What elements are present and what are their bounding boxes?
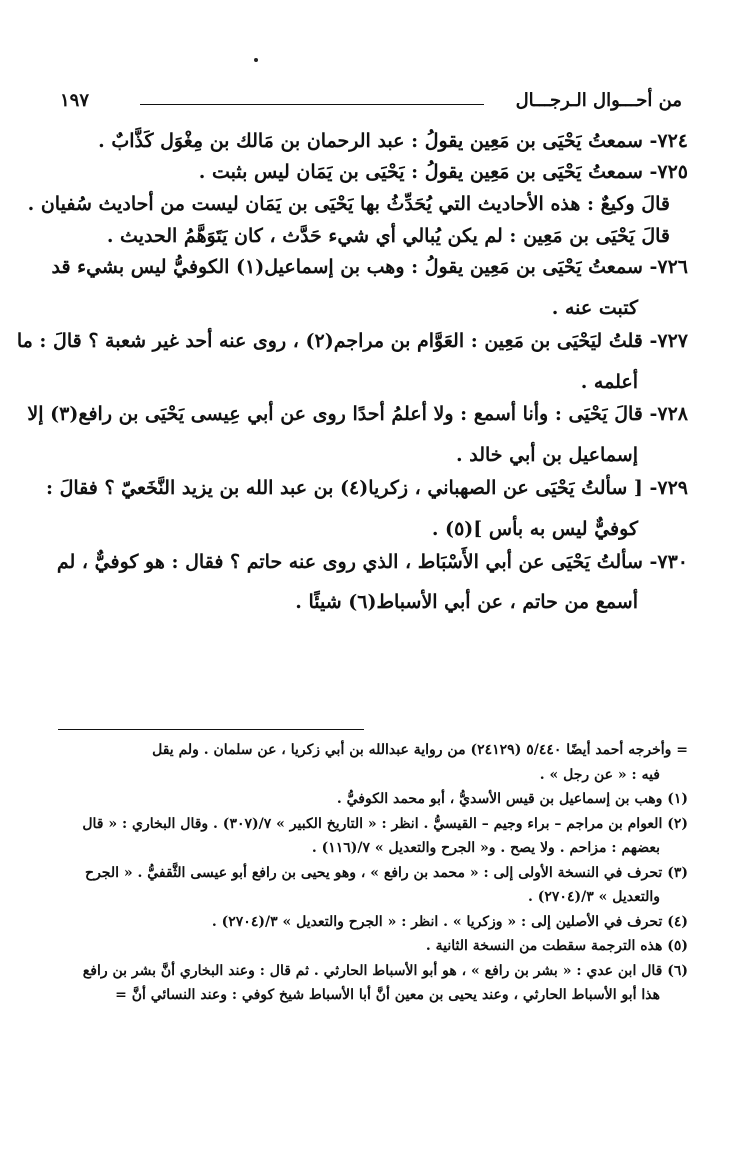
entry-line: ٧٣٠- سألتُ يَحْيَى عن أبي الأَسْبَاط ، الذي روى عنه حاتم ؟ فقال : هو كوفيٌّ ، لم [56,550,688,573]
page-number: ١٩٧ [60,90,90,111]
footnote-line: بعضهم : مزاحم . ولا يصح . و« الجرح والتعديل » ٧/(١١٦) . [311,840,660,856]
entry-line: ٧٢٩- [ سألتُ يَحْيَى عن الصهباني ، زكريا(٤) بن عبد الله بن يزيد النَّخَعيّ ؟ فقالَ : [45,476,688,499]
main-text [16,130,688,614]
footnote-line: (٢) العوام بن مراجم – براء وجيم – القيسيُّ . انظر : « التاريخ الكبير » ٧/(٣٠٧) . وقال البخاري : « قال [82,815,688,832]
entry-line: كوفيٌّ ليس به بأس ](٥) . [431,517,638,540]
entry-line: كتبت عنه . [551,296,638,319]
entry-728 [27,403,688,467]
entry-line: قالَ وكيعٌ : هذه الأحاديث التي يُحَدِّثُ بها يَحْيَى بن يَمَان ليست من أحاديث سُفيان . [27,192,670,215]
entry-line: ٧٢٤- سمعتُ يَحْيَى بن مَعِين يقولُ : عبد الرحمان بن مَالك بن مِغْوَل كَذَّابٌ . [98,130,688,152]
entry-line: ٧٢٦- سمعتُ يَحْيَى بن مَعِين يقولُ : وهب بن إسماعيل(١) الكوفيُّ ليس بشيء قد [51,256,688,279]
entry-line: ٧٢٥- سمعتُ يَحْيَى بن مَعِين يقولُ : يَحْيَى بن يَمَان ليس بثبت . [198,160,688,183]
entry-line: أسمع من حاتم ، عن أبي الأسباط(٦) شيئًا . [295,591,638,614]
entry-725 [58,161,688,184]
entry-725-ibn-maeen [58,225,688,248]
footnote-line: = وأخرجه أحمد أيضًا ٥/٤٤٠ (٢٤١٢٩) من رواية عبدالله بن أبي زكريا ، عن سلمان . ولم يقل [152,742,688,758]
footnote-line: فيه : « عن رجل » . [539,766,660,783]
footnote-separator [58,729,364,730]
entry-725-waki [27,192,688,216]
ink-dot [254,58,258,62]
header-rule [140,104,484,105]
footnote-line: (٣) تحرف في النسخة الأولى إلى : « محمد بن رافع » ، وهو يحيى بن رافع أبو عيسى الثَّقفيُّ . « الجرح [85,864,688,881]
entry-line: إسماعيل بن أبي خالد . [456,444,638,467]
entry-line: قالَ يَحْيَى بن مَعِين : لم يكن يُبالي أي شيء حَدَّث ، كان يَتَوَهَّمُ الحديث . [106,225,670,248]
footnote-line: (٥) هذه الترجمة سقطت من النسخة الثانية . [425,938,688,954]
footnote-line: (٦) قال ابن عدي : « بشر بن رافع » ، هو أبو الأسباط الحارثي . ثم قال : وعند البخاري أنَّ بشر بن رافع [82,962,688,979]
entry-729 [45,476,688,541]
entry-727 [16,329,688,394]
footnote-line: (٤) تحرف في الأصلين إلى : « وزكريا » . انظر : « الجرح والتعديل » ٣/(٢٧٠٤) . [211,913,688,930]
footnote-line: (١) وهب بن إسماعيل بن قيس الأسديُّ ، أبو محمد الكوفيُّ . [336,791,688,807]
footnote-line: هذا أبو الأسباط الحارثي ، وعند يحيى بن معين أنَّ أبا الأسباط شيخ كوفي : وعند النسائي أنَّ = [115,987,660,1003]
entry-724 [58,130,688,153]
running-title: من أحـــوال الـرجـــال [515,90,682,111]
entry-730 [58,551,688,615]
entry-line: أعلمه . [580,370,638,393]
entry-726 [51,256,688,320]
entry-line: ٧٢٨- قالَ يَحْيَى : وأنا أسمع : ولا أعلمُ أحدًا روى عن أبي عِيسى يَحْيَى بن رافع(٣) إلا [27,403,688,426]
footnotes [58,738,688,1008]
page-header [60,88,682,118]
entry-line: ٧٢٧- قلتُ ليَحْيَى بن مَعِين : العَوَّام بن مراجم(٢) ، روى عنه أحد غير شعبة ؟ قالَ : ما [16,329,688,352]
footnote-line: والتعديل » ٣/(٢٧٠٤) . [528,889,660,905]
